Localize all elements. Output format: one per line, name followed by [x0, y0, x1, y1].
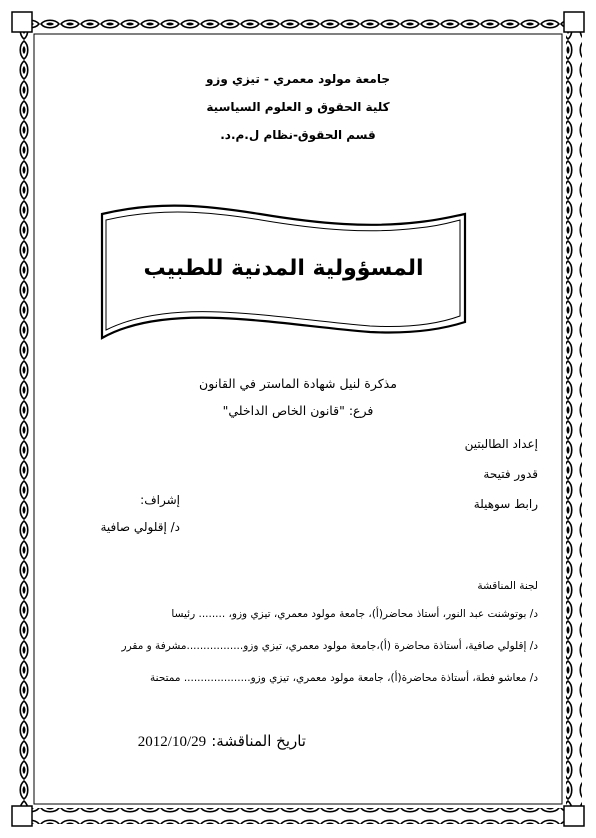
student-name: قدور فتيحة: [483, 467, 538, 481]
committee-label: لجنة المناقشة: [477, 580, 538, 592]
thesis-purpose: مذكرة لنيل شهادة الماستر في القانون: [199, 376, 397, 391]
thesis-branch: فرع: "قانون الخاص الداخلي": [222, 403, 374, 418]
supervisor-label: إشراف:: [140, 493, 180, 507]
defense-date-label: تاريخ المناقشة:: [211, 732, 306, 750]
defense-date-value: 2012/10/29: [137, 734, 207, 750]
thesis-title: المسؤولية المدنية للطبيب: [143, 256, 424, 281]
university-name: جامعة مولود معمري - تيزي وزو: [205, 72, 391, 86]
faculty-name: كلية الحقوق و العلوم السياسية: [206, 100, 390, 114]
students-label: إعداد الطالبتين: [464, 437, 538, 451]
committee-member: د/ إقلولي صافية، أستاذة محاضرة (أ)،جامعة مولود معمري، تيزي وزو.................مشرفة و مقرر: [121, 640, 538, 652]
department-name: قسم الحقوق-نظام ل.م.د.: [220, 128, 376, 142]
student-name: رابط سوهيلة: [473, 497, 538, 511]
defense-date: [116, 731, 306, 753]
supervisor-name: د/ إقلولي صافية: [100, 520, 180, 534]
committee-member: د/ بوتوشنت عبد النور، أستاذ محاضر(أ)، جامعة مولود معمري، تيزي وزو، ........ رئيسا: [171, 608, 538, 620]
committee-member: د/ معاشو فطة، أستاذة محاضرة(أ)، جامعة مولود معمري، تيزي وزو.................... ممتحنة: [150, 672, 538, 684]
